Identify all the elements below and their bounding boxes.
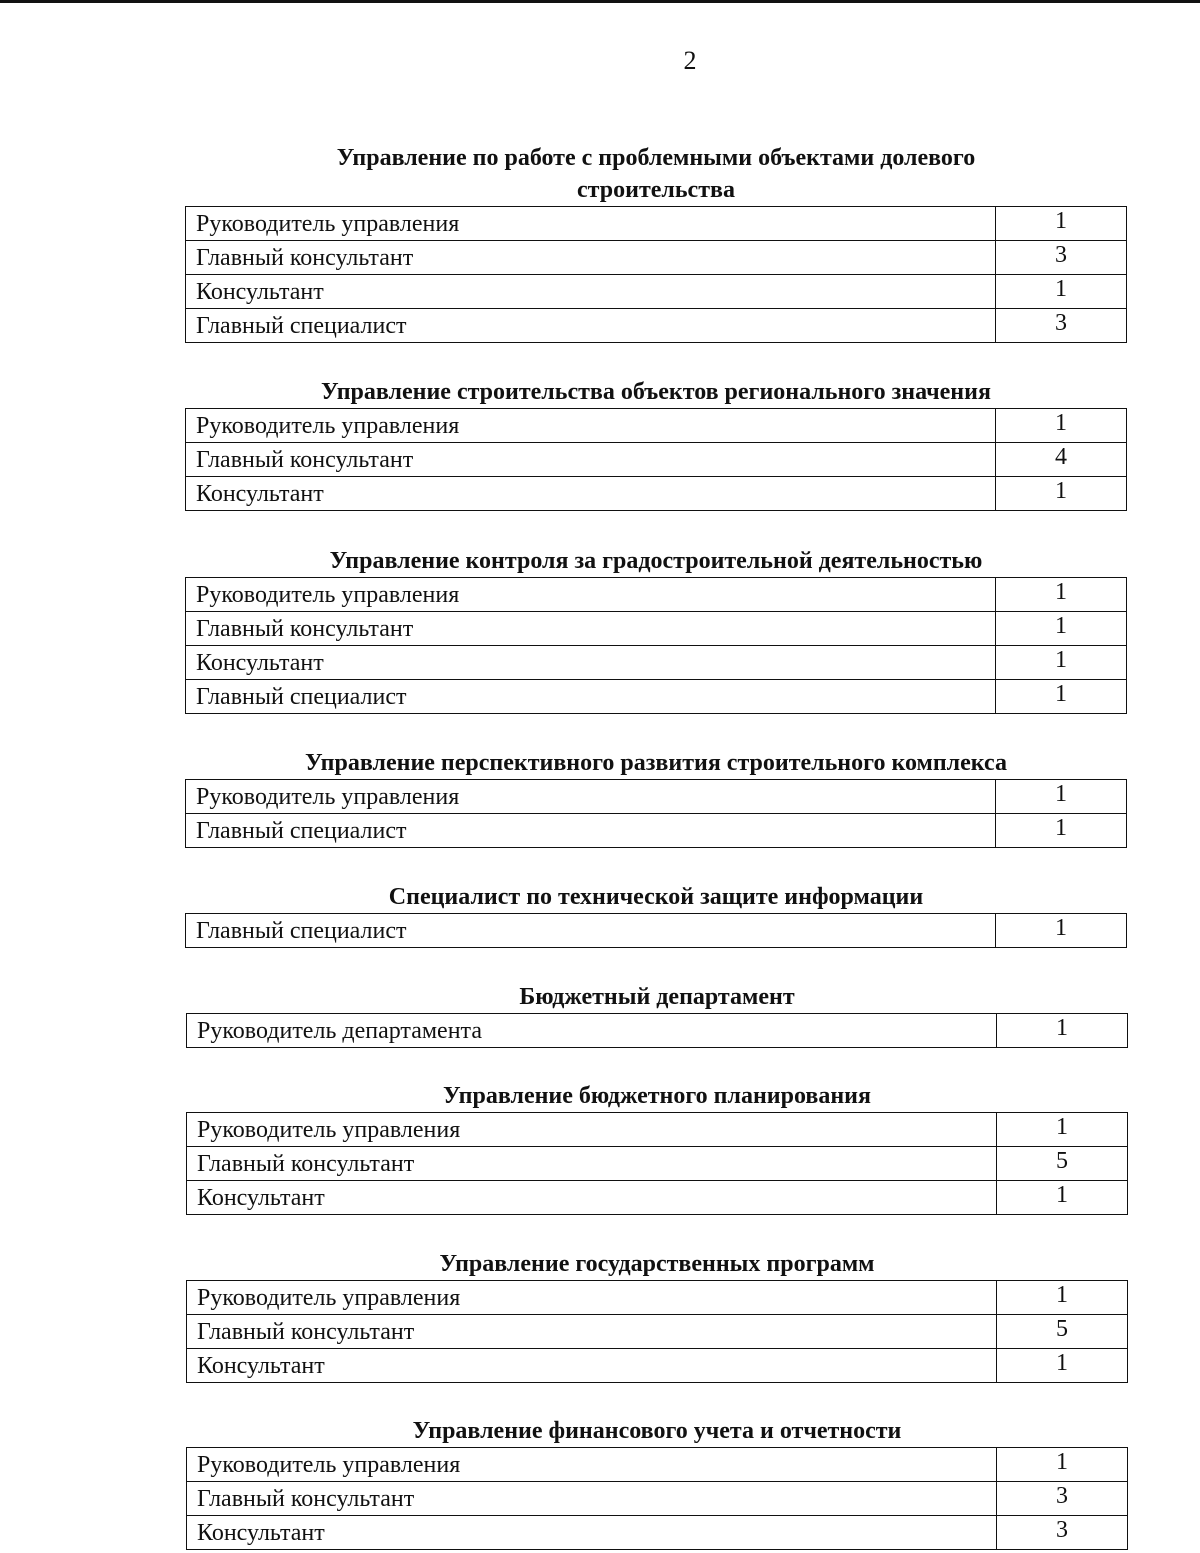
position-count: 1 (997, 1281, 1128, 1315)
table-row (187, 1448, 1128, 1482)
section-title: Управление по работе с проблемными объектами долевого строительства (336, 145, 976, 203)
table-row (187, 1181, 1128, 1215)
top-rule (0, 0, 1200, 3)
position-count: 1 (996, 578, 1127, 612)
section-title: Управление строительства объектов регионального значения (321, 379, 991, 405)
section-title: Специалист по технической защите информации (388, 884, 924, 910)
staff-section (185, 545, 1127, 714)
table-row (186, 914, 1127, 948)
staff-section (185, 881, 1127, 948)
position-count: 1 (996, 275, 1127, 309)
position-name: Руководитель управления (186, 207, 996, 241)
staff-table (185, 913, 1127, 948)
position-name: Руководитель управления (187, 1448, 997, 1482)
table-row (186, 409, 1127, 443)
table-row (186, 814, 1127, 848)
position-count: 3 (997, 1482, 1128, 1516)
position-name: Главный специалист (186, 914, 996, 948)
position-count: 1 (996, 477, 1127, 511)
position-name: Главный консультант (187, 1315, 997, 1349)
position-name: Консультант (186, 275, 996, 309)
staff-table (186, 1112, 1128, 1215)
position-name: Консультант (187, 1181, 997, 1215)
staff-table (186, 1280, 1128, 1383)
page-number: 2 (683, 46, 697, 75)
position-name: Руководитель департамента (187, 1014, 997, 1048)
position-name: Главный консультант (187, 1482, 997, 1516)
position-count: 1 (997, 1014, 1128, 1048)
table-row (187, 1014, 1128, 1048)
table-row (186, 477, 1127, 511)
table-row (186, 612, 1127, 646)
position-count: 1 (996, 680, 1127, 714)
position-count: 5 (997, 1315, 1128, 1349)
position-name: Консультант (186, 477, 996, 511)
position-count: 1 (996, 914, 1127, 948)
table-row (186, 646, 1127, 680)
table-row (187, 1482, 1128, 1516)
position-count: 1 (997, 1448, 1128, 1482)
staff-table (186, 1447, 1128, 1550)
table-row (187, 1281, 1128, 1315)
section-title: Управление бюджетного планирования (443, 1083, 871, 1109)
section-title: Управление контроля за градостроительной деятельностью (329, 548, 983, 574)
position-count: 1 (996, 814, 1127, 848)
table-row (187, 1147, 1128, 1181)
section-title: Управление финансового учета и отчетности (412, 1418, 902, 1444)
table-row (186, 309, 1127, 343)
position-count: 1 (997, 1113, 1128, 1147)
staff-table (186, 1013, 1128, 1048)
position-name: Главный консультант (186, 443, 996, 477)
position-name: Главный специалист (186, 680, 996, 714)
table-row (186, 443, 1127, 477)
position-name: Главный консультант (187, 1147, 997, 1181)
table-row (187, 1315, 1128, 1349)
position-count: 4 (996, 443, 1127, 477)
staff-section (186, 1248, 1128, 1383)
position-name: Руководитель управления (186, 780, 996, 814)
section-title: Управление государственных программ (439, 1251, 875, 1277)
table-row (186, 241, 1127, 275)
position-count: 1 (996, 646, 1127, 680)
staff-section (186, 1415, 1128, 1550)
table-row (186, 680, 1127, 714)
staff-section (185, 142, 1127, 343)
position-name: Консультант (187, 1516, 997, 1550)
position-name: Консультант (187, 1349, 997, 1383)
staff-table (185, 408, 1127, 511)
position-count: 3 (996, 309, 1127, 343)
position-name: Главный консультант (186, 241, 996, 275)
table-row (186, 207, 1127, 241)
position-name: Руководитель управления (186, 578, 996, 612)
section-title: Бюджетный департамент (519, 984, 795, 1010)
position-name: Консультант (186, 646, 996, 680)
position-count: 3 (997, 1516, 1128, 1550)
staff-table (185, 577, 1127, 714)
position-count: 5 (997, 1147, 1128, 1181)
position-count: 1 (996, 409, 1127, 443)
section-title: Управление перспективного развития строительного комплекса (305, 750, 1007, 776)
staff-table (185, 206, 1127, 343)
table-row (187, 1349, 1128, 1383)
position-name: Главный специалист (186, 309, 996, 343)
position-name: Руководитель управления (186, 409, 996, 443)
position-count: 1 (997, 1349, 1128, 1383)
position-count: 1 (996, 780, 1127, 814)
position-count: 1 (996, 612, 1127, 646)
position-name: Главный консультант (186, 612, 996, 646)
staff-table (185, 779, 1127, 848)
position-count: 1 (996, 207, 1127, 241)
staff-section (186, 1080, 1128, 1215)
table-row (187, 1516, 1128, 1550)
position-name: Руководитель управления (187, 1113, 997, 1147)
position-count: 1 (997, 1181, 1128, 1215)
table-row (186, 275, 1127, 309)
staff-section (186, 981, 1128, 1048)
position-name: Главный специалист (186, 814, 996, 848)
table-row (186, 780, 1127, 814)
position-count: 3 (996, 241, 1127, 275)
table-row (187, 1113, 1128, 1147)
staff-section (185, 747, 1127, 848)
position-name: Руководитель управления (187, 1281, 997, 1315)
staff-section (185, 376, 1127, 511)
table-row (186, 578, 1127, 612)
